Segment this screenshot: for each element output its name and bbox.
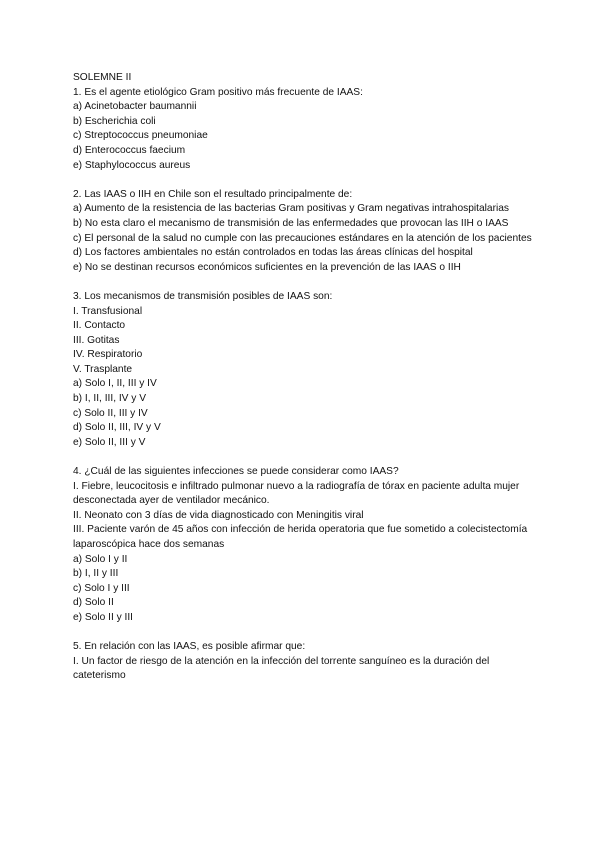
q1-option-e: e) Staphylococcus aureus xyxy=(73,159,191,171)
q4-item-1: I. Fiebre, leucocitosis e infiltrado pulmonar nuevo a la radiografía de tórax en paciente adulta mujer xyxy=(73,480,520,492)
q1-option-b: b) Escherichia coli xyxy=(73,115,156,127)
q4-item-3-cont: laparoscópica hace dos semanas xyxy=(73,539,225,550)
q4-option-a: a) Solo I y II xyxy=(73,553,128,565)
q2-option-d: d) Los factores ambientales no están controlados en todas las áreas clínicas del hospital xyxy=(73,247,473,259)
q4-item-2: II. Neonato con 3 días de vida diagnosticado con Meningitis viral xyxy=(73,509,364,521)
q4-option-e: e) Solo II y III xyxy=(73,611,134,623)
q4-option-d: d) Solo II xyxy=(73,597,114,609)
q3-item-5: V. Trasplante xyxy=(73,363,133,375)
spacer xyxy=(73,450,533,465)
q4-item-3: III. Paciente varón de 45 años con infección de herida operatoria que fue sometido a colecistectomía xyxy=(73,524,528,536)
document-page xyxy=(73,71,533,684)
q2-option-b: b) No esta claro el mecanismo de transmisión de las enfermedades que provocan las IIH o IAAS xyxy=(73,217,509,229)
q3-item-1: I. Transfusional xyxy=(73,305,143,317)
question-4: 4. ¿Cuál de las siguientes infecciones se puede considerar como IAAS? xyxy=(73,466,399,478)
question-3: 3. Los mecanismos de transmisión posibles de IAAS son: xyxy=(73,290,333,302)
q3-option-c: c) Solo II, III y IV xyxy=(73,407,148,419)
q5-item-1: I. Un factor de riesgo de la atención en la infección del torrente sanguíneo es la duración del cateterismo xyxy=(73,655,490,682)
q1-option-c: c) Streptococcus pneumoniae xyxy=(73,130,208,142)
q3-option-a: a) Solo I, II, III y IV xyxy=(73,378,157,390)
q1-option-a: a) Acinetobacter baumannii xyxy=(73,101,197,113)
q3-item-3: III. Gotitas xyxy=(73,334,120,346)
spacer xyxy=(73,626,533,641)
q3-item-4: IV. Respiratorio xyxy=(73,349,143,361)
spacer xyxy=(73,275,533,290)
q3-option-b: b) I, II, III, IV y V xyxy=(73,393,147,405)
q3-option-e: e) Solo II, III y V xyxy=(73,436,146,448)
q2-option-c: c) El personal de la salud no cumple con las precauciones estándares en la atención de los pacientes xyxy=(73,232,532,244)
question-5: 5. En relación con las IAAS, es posible afirmar que: xyxy=(73,641,306,653)
spacer xyxy=(73,173,533,188)
document-title: SOLEMNE II xyxy=(73,72,132,83)
q4-option-b: b) I, II y III xyxy=(73,568,119,580)
q3-item-2: II. Contacto xyxy=(73,320,126,332)
q4-option-c: c) Solo I y III xyxy=(73,582,130,594)
q1-option-d: d) Enterococcus faecium xyxy=(73,144,186,156)
q2-option-a: a) Aumento de la resistencia de las bacterias Gram positivas y Gram negativas intrahospitalarias xyxy=(73,203,510,215)
question-1: 1. Es el agente etiológico Gram positivo más frecuente de IAAS: xyxy=(73,86,363,98)
q2-option-e: e) No se destinan recursos económicos suficientes en la prevención de las IAAS o IIH xyxy=(73,261,461,273)
q4-item-1-cont: desconectada ayer de ventilador mecánico. xyxy=(73,495,270,507)
q3-option-d: d) Solo II, III, IV y V xyxy=(73,422,161,434)
question-2: 2. Las IAAS o IIH en Chile son el resultado principalmente de: xyxy=(73,188,353,200)
